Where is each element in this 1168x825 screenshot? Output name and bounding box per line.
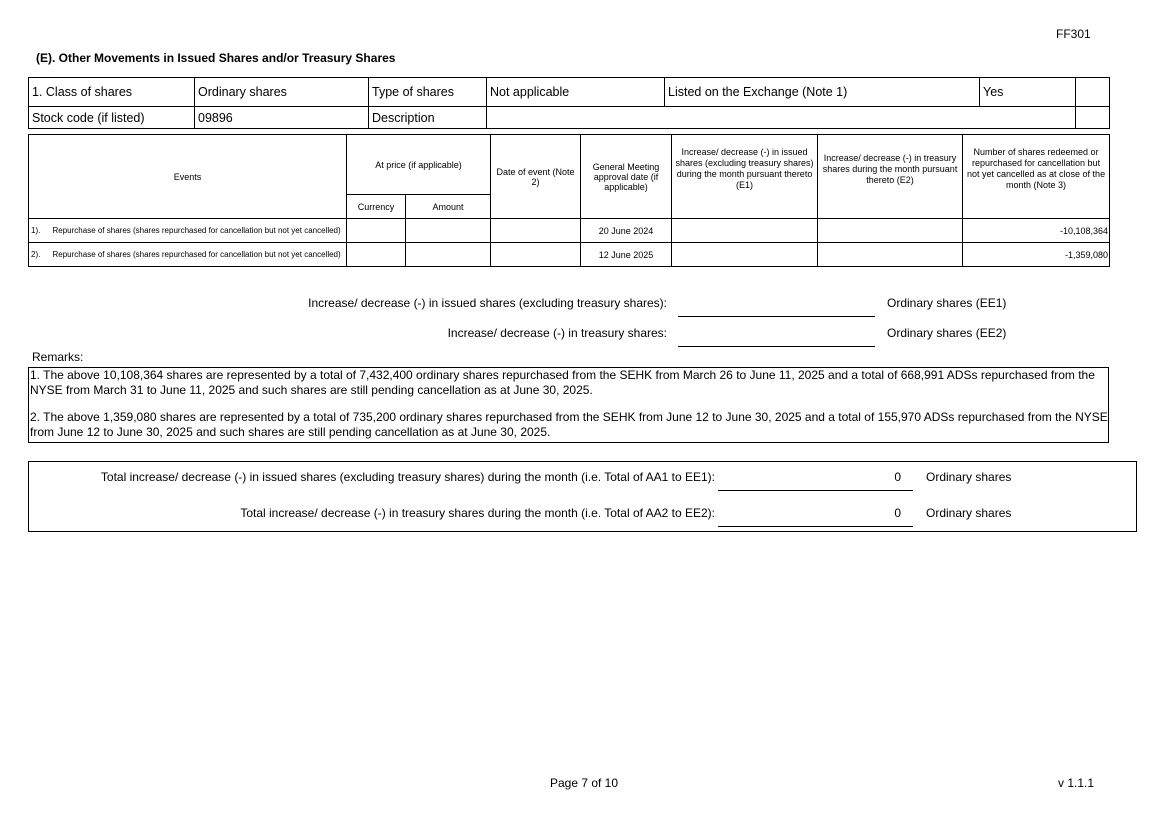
listed-label: Listed on the Exchange (Note 1) (665, 78, 980, 107)
date-of-event-header: Date of event (Note 2) (491, 135, 581, 219)
general-meeting-header: General Meeting approval date (if applicable) (581, 135, 672, 219)
ee2-value (678, 326, 875, 347)
e1-header: Increase/ decrease (-) in issued shares (excluding treasury shares) during the month pursuant thereto (E1) (672, 135, 818, 219)
amount-header: Amount (406, 195, 491, 219)
empty-cell (1076, 107, 1110, 129)
version: v 1.1.1 (1058, 776, 1095, 790)
total-issued-label: Total increase/ decrease (-) in issued shares (excluding treasury shares) during the month (i.e. Total of AA1 to EE1): (100, 470, 715, 484)
description-label: Description (369, 107, 487, 129)
at-price-header: At price (if applicable) (347, 135, 491, 195)
description-value (487, 107, 1076, 129)
ee1-value (678, 296, 875, 317)
table-row (29, 219, 1110, 243)
stock-code-value: 09896 (195, 107, 369, 129)
remark-item: 1. The above 10,108,364 shares are represented by a total of 7,432,400 ordinary shares repurchased from the SEHK from March 26 to June 11, 2025 and a total of 668,991 ADSs repurchased from the NYSE from March 31 to June 11, 2025 and such shares are still pending cancellation as at June 30, 2025. (30, 368, 1095, 397)
row-currency (347, 219, 406, 243)
ee2-unit: Ordinary shares (EE2) (887, 326, 1007, 340)
row-e2 (818, 219, 963, 243)
share-class-header-table (28, 77, 1110, 129)
row-e1 (672, 243, 818, 267)
total-treasury-value: 0 (894, 506, 901, 520)
total-issued-value: 0 (894, 470, 901, 484)
section-title: (E). Other Movements in Issued Shares and/or Treasury Shares (36, 51, 396, 65)
type-of-shares-value: Not applicable (487, 78, 665, 107)
e2-header: Increase/ decrease (-) in treasury shares during the month pursuant thereto (E2) (818, 135, 963, 219)
total-issued-unit: Ordinary shares (926, 470, 1012, 484)
row-date-of-event (491, 219, 581, 243)
row-index: 2). (29, 243, 53, 267)
total-issued-line (718, 470, 913, 491)
not-cancelled-header: Number of shares redeemed or repurchased for cancellation but not yet cancelled as at close of the month (Note 3) (963, 135, 1110, 219)
ee1-label: Increase/ decrease (-) in issued shares (excluding treasury shares): (308, 296, 667, 310)
row-e2 (818, 243, 963, 267)
total-treasury-label: Total increase/ decrease (-) in treasury shares during the month (i.e. Total of AA2 to EE2): (240, 506, 715, 520)
class-of-shares-value: Ordinary shares (195, 78, 369, 107)
row-not-cancelled: -1,359,080 (963, 243, 1110, 267)
table-row (29, 243, 1110, 267)
remarks-label: Remarks: (32, 350, 84, 364)
currency-header: Currency (347, 195, 406, 219)
row-event: Repurchase of shares (shares repurchased for cancellation but not yet cancelled) (53, 219, 347, 243)
row-gm-date: 12 June 2025 (581, 243, 672, 267)
total-treasury-unit: Ordinary shares (926, 506, 1012, 520)
class-of-shares-label: 1. Class of shares (29, 78, 195, 107)
row-date-of-event (491, 243, 581, 267)
form-code: FF301 (1056, 27, 1091, 41)
row-gm-date: 20 June 2024 (581, 219, 672, 243)
row-amount (406, 243, 491, 267)
row-e1 (672, 219, 818, 243)
events-table (28, 134, 1110, 267)
ee1-unit: Ordinary shares (EE1) (887, 296, 1007, 310)
empty-cell (1076, 78, 1110, 107)
ee2-label: Increase/ decrease (-) in treasury shares: (447, 326, 667, 340)
events-header: Events (29, 135, 347, 219)
listed-value: Yes (980, 78, 1076, 107)
row-currency (347, 243, 406, 267)
row-not-cancelled: -10,108,364 (963, 219, 1110, 243)
row-event: Repurchase of shares (shares repurchased for cancellation but not yet cancelled) (53, 243, 347, 267)
stock-code-label: Stock code (if listed) (29, 107, 195, 129)
row-amount (406, 219, 491, 243)
total-treasury-line (718, 506, 913, 527)
row-index: 1). (29, 219, 53, 243)
page-number: Page 7 of 10 (549, 776, 619, 790)
remark-item: 2. The above 1,359,080 shares are represented by a total of 735,200 ordinary shares repurchased from the SEHK from June 12 to June 30, 2025 and a total of 155,970 ADSs repurchased from the NYSE from June 12 to June 30, 2025 and such shares are still pending cancellation as at June 30, 2025. (30, 410, 1108, 439)
type-of-shares-label: Type of shares (369, 78, 487, 107)
remarks-box (28, 367, 1109, 443)
